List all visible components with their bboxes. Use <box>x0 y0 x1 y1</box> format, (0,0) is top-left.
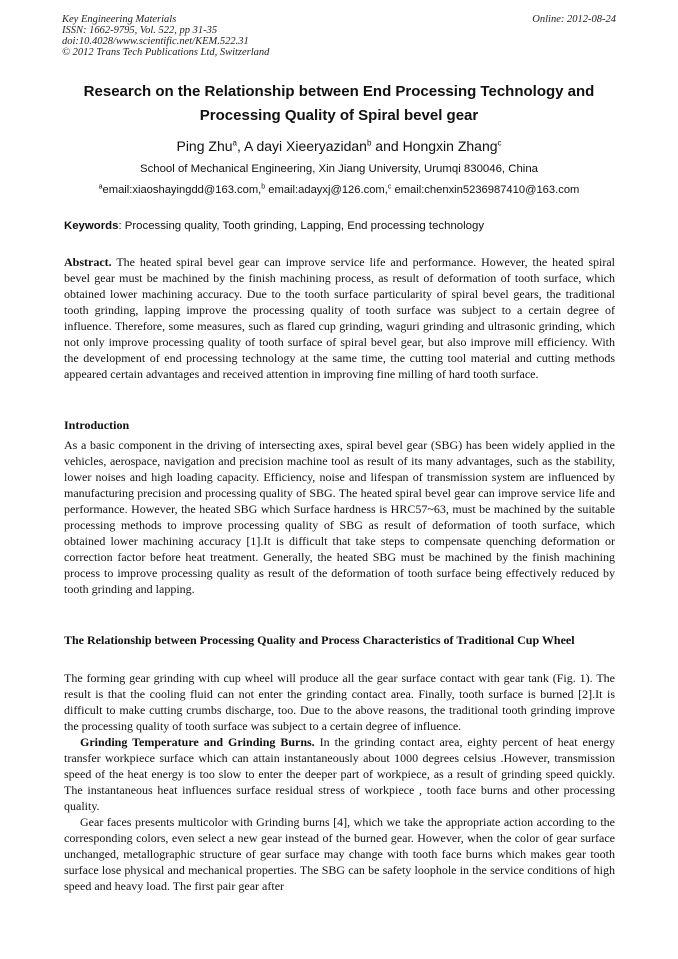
keywords-text: : Processing quality, Tooth grinding, Lapping, End processing technology <box>118 220 485 232</box>
title-line-1: Research on the Relationship between End Processing Technology and <box>83 83 595 100</box>
doi-line: doi:10.4028/www.scientific.net/KEM.522.31 <box>62 36 249 47</box>
journal-header <box>62 14 616 58</box>
relationship-paragraph-2 <box>64 734 615 814</box>
journal-name: Key Engineering Materials <box>62 14 177 25</box>
email-b-sup: b <box>261 183 266 191</box>
introduction-heading: Introduction <box>64 418 130 432</box>
author-3-sup: c <box>497 138 502 148</box>
abstract-label: Abstract. <box>64 255 112 269</box>
author-1-sup: a <box>232 138 237 148</box>
online-date: Online: 2012-08-24 <box>532 14 616 25</box>
title-line-2: Processing Quality of Spiral bevel gear <box>199 107 479 124</box>
author-list <box>40 137 638 155</box>
relationship-section <box>64 670 615 894</box>
keywords-label: Keywords <box>64 220 119 232</box>
author-1: Ping Zhu <box>176 138 233 154</box>
relationship-paragraph-3: Gear faces presents multicolor with Grinding burns [4], which we take the appropriate action according to the corresponding colors, even select a new gear instead of the burned gear. However, when the color of gear surface unchanged, metallographic structure of gear surface may change with tooth face burns which makes gear tooth surface lose physical and mechanical properties. The SBG can be safety loophole in the service conditions of high speed and heavy load. The first pair gear after <box>64 815 615 893</box>
relationship-heading: The Relationship between Processing Quality and Process Characteristics of Traditional Cup Wheel <box>64 633 575 647</box>
relationship-paragraph-1: The forming gear grinding with cup wheel will produce all the gear surface contact with gear tank (Fig. 1). The result is that the cooling fluid can not enter the grinding contact area. Finally, tooth surface is burned [2].It is difficult to make cutting crumbs discharge, too. Due to the above reasons, the traditional tooth grinding improve the processing quality of tooth surface was subject to a certain degree of influence. <box>64 671 615 733</box>
abstract <box>64 254 615 382</box>
author-2-sup: b <box>366 138 372 148</box>
email-list <box>30 183 648 197</box>
grinding-burns-text: In the grinding contact area, eighty percent of heat energy transfer workpiece surface which can attain instantaneously about 1000 degrees celsius .However, transmission speed of the heat energy is too slow to enter the deeper part of workpiece, as a result of grinding speed quickly. The instantaneous heat influences surface residual stress of workpiece , tooth face burns and other processing quality. <box>64 735 615 813</box>
copyright-line: © 2012 Trans Tech Publications Ltd, Switzerland <box>62 47 270 58</box>
email-c-sup: c <box>387 183 392 191</box>
affiliation: School of Mechanical Engineering, Xin Jiang University, Urumqi 830046, China <box>139 163 539 175</box>
abstract-text: The heated spiral bevel gear can improve service life and performance. However, the heated spiral bevel gear must be machined by the finish machining process, as result of deformation of tooth surface, which obtained lower machining accuracy. Due to the tooth surface particularity of spiral bevel gears, the traditional tooth grinding, lapping improve the processing quality of tooth surface was subject to a certain degree of influence. Therefore, some measures, such as flared cup grinding, waguri grinding and ultrasonic grinding, which not only improve processing quality of tooth surface of spiral bevel gear, but also improve mill efficiency. With the development of end processing technology at the same time, the cutting tool material and cutting methods appeared certain advantages and received attention in improving fine milling of hard tooth surface. <box>64 255 615 381</box>
email-b: email:adayxj@126.com, <box>265 184 388 196</box>
email-a: email:xiaoshayingdd@163.com, <box>102 184 262 196</box>
paper-title <box>40 80 638 128</box>
email-a-sup: a <box>98 183 103 191</box>
issn-line: ISSN: 1662-9795, Vol. 522, pp 31-35 <box>62 25 218 36</box>
grinding-burns-subheading: Grinding Temperature and Grinding Burns. <box>80 735 315 749</box>
email-c: email:chenxin5236987410@163.com <box>391 184 580 196</box>
introduction-text: As a basic component in the driving of intersecting axes, spiral bevel gear (SBG) has been widely applied in the vehicles, aerospace, navigation and precision machine tool as result of its many advantages, such as the stability, lower noises and high loading capacity. Efficiency, noise and lifespan of transmission system are influenced by manufacturing precision and processing quality of SBG. The heated spiral bevel gear can improve service life and performance. However, the heated SBG which Surface hardness is HRC57~63, must be machined by the suitable processing methods to improve processing quality of SBG as result of deformation of tooth surface, which obtained lower machining accuracy [1].It is difficult that take steps to compensate quenching deformation or correction factor before heat treatment. Generally, the heated SBG must be machined by the finish machining process to improve processing quality as result of the deformation of tooth surface being effectively reduced by tooth grinding and lapping. <box>64 438 615 596</box>
keywords <box>64 219 616 233</box>
author-separator-1: , <box>236 138 244 154</box>
author-separator-2: and <box>371 138 403 154</box>
author-3: Hongxin Zhang <box>402 138 498 154</box>
author-2: A dayi Xieeryazidan <box>244 138 367 154</box>
